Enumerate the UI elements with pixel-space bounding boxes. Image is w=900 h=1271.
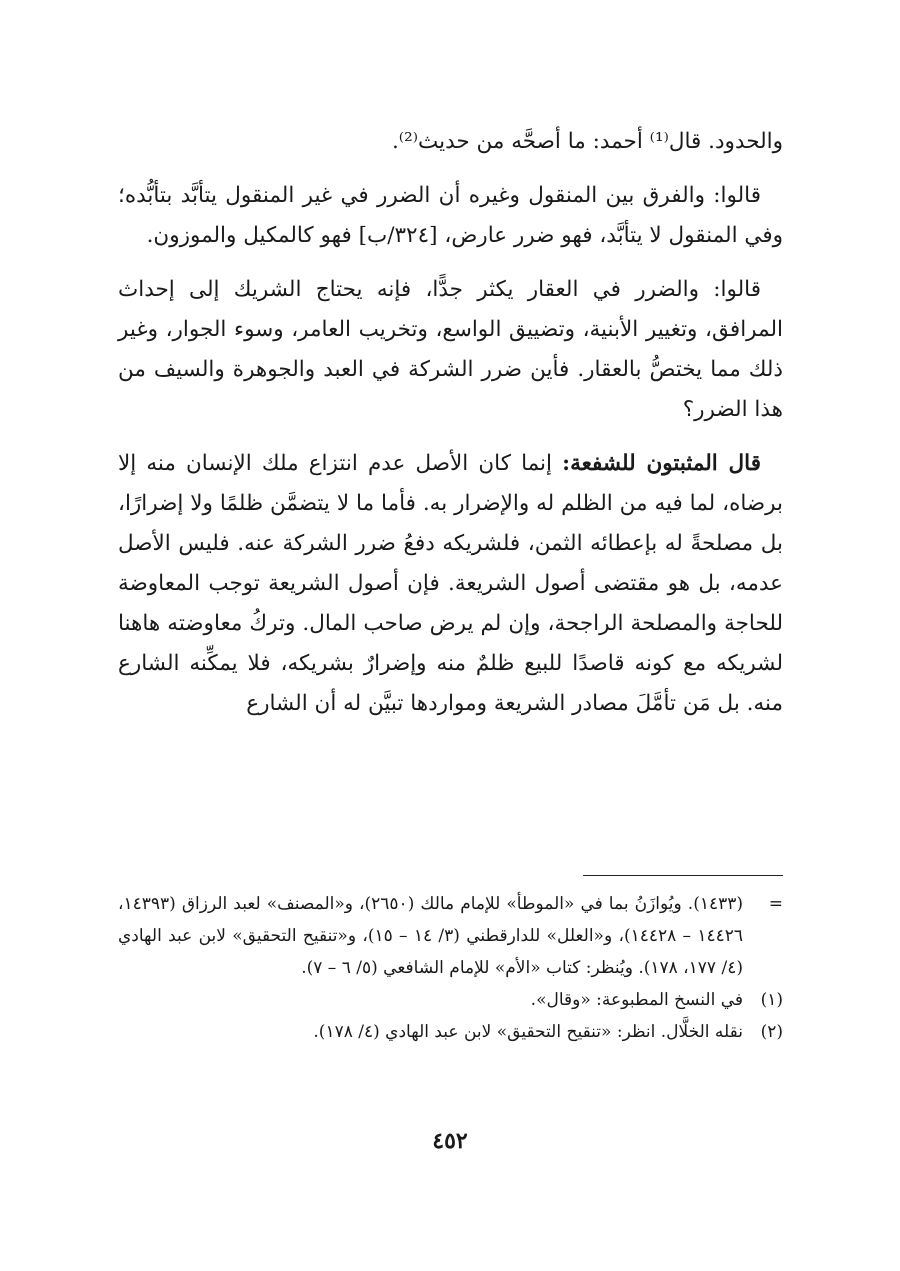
footnote-text: نقله الخلَّال. انظر: «تنقيح التحقيق» لابن عبد الهادي (٤/ ١٧٨).	[313, 1022, 743, 1042]
footnotes	[118, 888, 783, 1048]
paragraph-1	[118, 122, 783, 162]
paragraph-text: قالوا: والضرر في العقار يكثر جدًّا، فإنه يحتاج الشريك إلى إحداث المرافق، وتغيير الأبنية، وتضييق الواسع، وتخريب العامر، وسوء الجوار، وغير ذلك مما يختصُّ بالعقار. فأين ضرر الشركة في العبد والجوهرة والسيف من هذا الضرر؟	[118, 277, 783, 422]
continuation-text: (١٤٣٣). ويُوازَنُ بما في «الموطأ» للإمام مالك (٢٦٥٠)، و«المصنف» لعبد الرزاق (١٤٣٩٣، ١٤٤٢٦ – ١٤٤٢٨)، و«العلل» للدارقطني (٣/ ١٤ – ١٥)، و«تنقيح التحقيق» لابن عبد الهادي (٤/ ١٧٧، ١٧٨). ويُنظر: كتاب «الأم» للإمام الشافعي (٥/ ٦ – ٧).	[118, 894, 744, 978]
paragraph-text: والحدود. قال⁽¹⁾ أحمد: ما أصحَّه من حديث⁽²⁾.	[391, 129, 783, 154]
paragraph-4	[118, 444, 783, 724]
footnote-continuation	[118, 888, 783, 984]
footnote-number: (١)	[760, 990, 783, 1010]
footnote-number: (٢)	[760, 1022, 783, 1042]
paragraph-3	[118, 270, 783, 430]
paragraph-text: قالوا: والفرق بين المنقول وغيره أن الضرر في غير المنقول يتأبَّد بتأبُّده؛ وفي المنقول لا يتأبَّد، فهو ضرر عارض، [٣٢٤/ب] فهو كالمكيل والموزون.	[118, 183, 783, 248]
page-number: ٤٥٢	[432, 1128, 468, 1154]
footnote-item	[118, 1016, 783, 1048]
paragraph-text: إنما كان الأصل عدم انتزاع ملك الإنسان منه إلا برضاه، لما فيه من الظلم له والإضرار به. فأما ما لا يتضمَّن ظلمًا ولا إضرارًا، بل مصلحةً له بإعطائه الثمن، فلشريكه دفعُ ضرر الشركة عنه. فليس الأصل عدمه، بل هو مقتضى أصول الشريعة. فإن أصول الشريعة توجب المعاوضة للحاجة والمصلحة الراجحة، وإن لم يرض صاحب المال. وتركُ معاوضته هاهنا لشريكه مع كونه قاصدًا للبيع ظلمٌ منه وإضرارٌ بشريكه، فلا يمكِّنه الشارع منه. بل مَن تأمَّلَ مصادر الشريعة ومواردها تبيَّن له أن الشارع	[118, 451, 783, 716]
main-text	[118, 122, 783, 738]
footnote-separator	[583, 875, 783, 876]
continuation-marker: =	[768, 894, 783, 914]
paragraph-lead: قال المثبتون للشفعة:	[562, 451, 761, 476]
footnote-item	[118, 984, 783, 1016]
paragraph-2	[118, 176, 783, 256]
footnote-text: في النسخ المطبوعة: «وقال».	[530, 990, 743, 1010]
